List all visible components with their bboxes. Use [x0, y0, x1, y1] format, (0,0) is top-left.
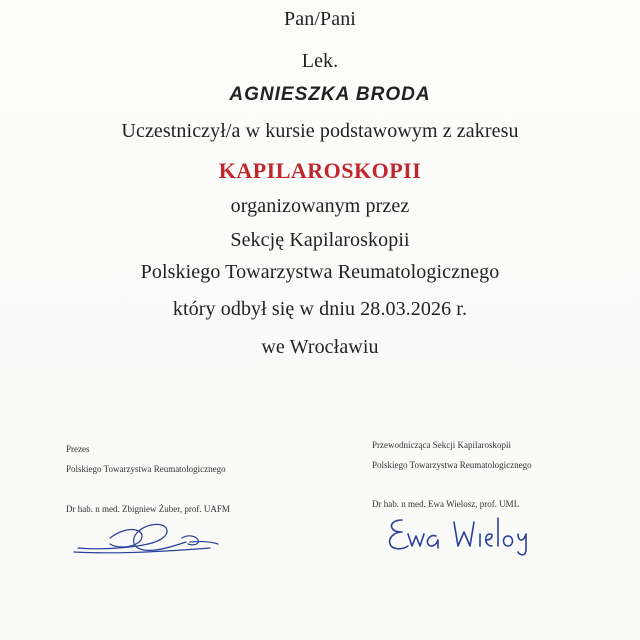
left-signatory-role: Prezes — [66, 444, 90, 454]
course-date: który odbył się w dniu 28.03.2026 r. — [172, 298, 468, 320]
right-signatory-block — [372, 440, 532, 509]
salutation: Pan/Pani — [284, 8, 356, 30]
recipient-title: Lek. — [301, 50, 339, 72]
left-handwritten-signature — [70, 508, 230, 558]
right-signatory-organization: Polskiego Towarzystwa Reumatologicznego — [372, 460, 532, 470]
right-handwritten-signature — [384, 512, 534, 558]
course-location: we Wrocławiu — [261, 336, 379, 358]
left-signatory-block — [66, 444, 230, 514]
recipient-name: AGNIESZKA BRODA — [229, 84, 431, 105]
course-name: KAPILAROSKOPII — [218, 158, 422, 183]
left-signatory-name: Dr hab. n med. Zbigniew Żuber, prof. UAFM — [66, 504, 230, 514]
participation-text: Uczestniczył/a w kursie podstawowym z zakresu — [121, 120, 519, 142]
organized-by-text: organizowanym przez — [230, 195, 410, 217]
left-signatory-organization: Polskiego Towarzystwa Reumatologicznego — [66, 464, 226, 474]
society-name: Polskiego Towarzystwa Reumatologicznego — [140, 261, 500, 283]
right-signatory-role: Przewodnicząca Sekcji Kapilaroskopii — [372, 440, 511, 450]
right-signatory-name: Dr hab. n med. Ewa Wielosz, prof. UML — [372, 499, 520, 509]
section-name: Sekcję Kapilaroskopii — [230, 229, 410, 251]
